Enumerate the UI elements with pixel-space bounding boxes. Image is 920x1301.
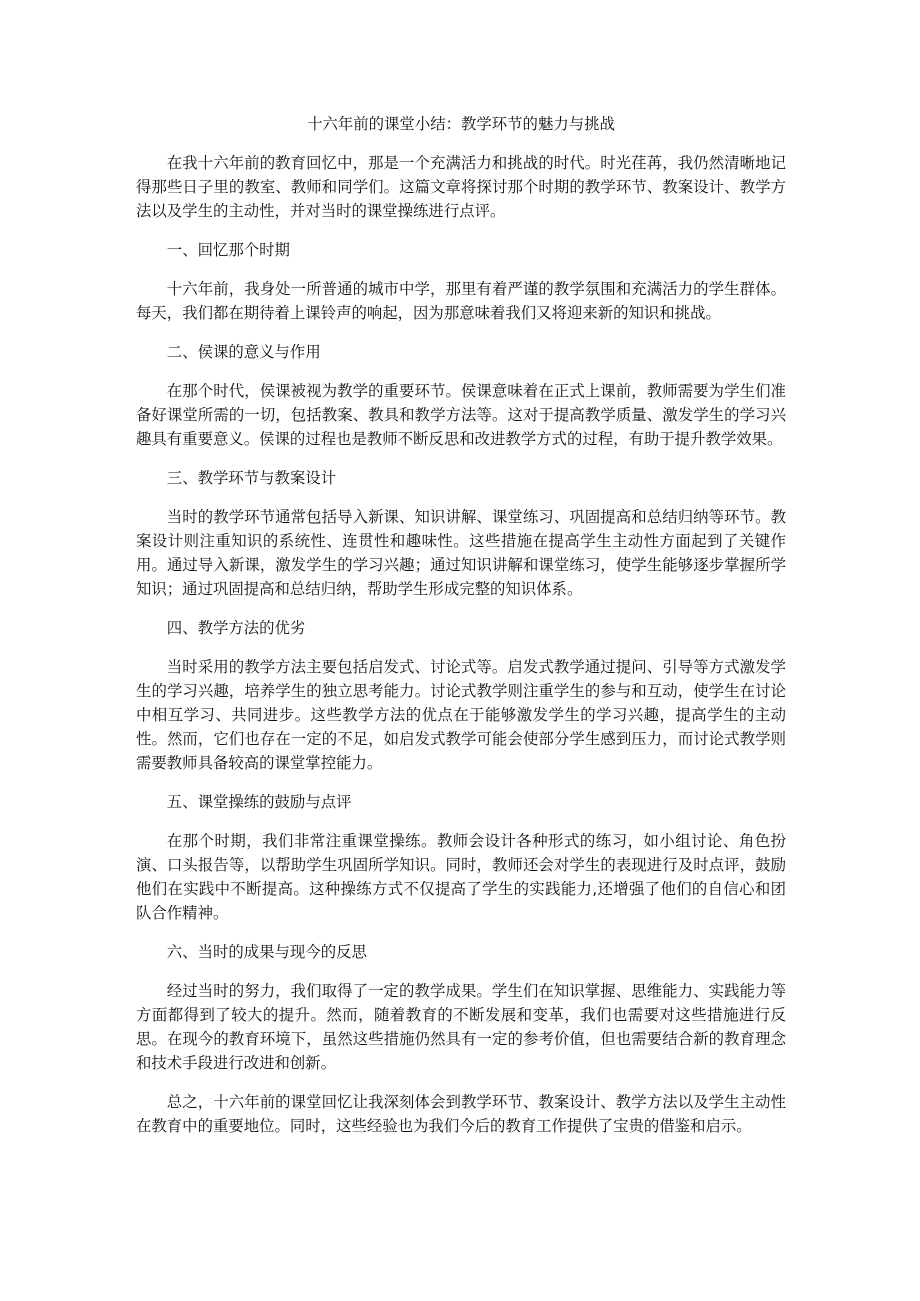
section-heading-3: 三、教学环节与教案设计 — [166, 469, 337, 487]
section-body-2: 在那个时代，侯课被视为教学的重要环节。侯课意味着在正式上课前，教师需要为学生们准备好课堂所需的一切，包括教案、教具和教学方法等。这对于提高教学质量、激发学生的学习兴趣具有重要意义。侯课的过程也是教师不断反思和改进教学方式的过程，有助于提升教学效果。 — [136, 382, 786, 448]
section-heading-5: 五、课堂操练的鼓励与点评 — [166, 793, 352, 811]
section-heading-6: 六、当时的成果与现今的反思 — [166, 943, 367, 961]
section-body-6: 经过当时的努力，我们取得了一定的教学成果。学生们在知识掌握、思维能力、实践能力等方面都得到了较大的提升。然而，随着教育的不断发展和变革，我们也需要对这些措施进行反思。在现今的教育环境下，虽然这些措施仍然具有一定的参考价值，但也需要结合新的教育理念和技术手段进行改进和创新。 — [136, 982, 786, 1072]
document-page — [136, 112, 786, 1153]
intro-paragraph: 在我十六年前的教育回忆中，那是一个充满活力和挑战的时代。时光荏苒，我仍然清晰地记得那些日子里的教室、教师和同学们。这篇文章将探讨那个时期的教学环节、教案设计、教学方法以及学生的主动性，并对当时的课堂操练进行点评。 — [136, 154, 786, 220]
conclusion-paragraph: 总之，十六年前的课堂回忆让我深刻体会到教学环节、教案设计、教学方法以及学生主动性在教育中的重要地位。同时，这些经验也为我们今后的教育工作提供了宝贵的借鉴和启示。 — [136, 1093, 786, 1135]
document-title: 十六年前的课堂小结：教学环节的魅力与挑战 — [307, 115, 615, 133]
section-heading-2: 二、侯课的意义与作用 — [166, 343, 321, 361]
section-body-3: 当时的教学环节通常包括导入新课、知识讲解、课堂练习、巩固提高和总结归纳等环节。教案设计则注重知识的系统性、连贯性和趣味性。这些措施在提高学生主动性方面起到了关键作用。通过导入新课，激发学生的学习兴趣；通过知识讲解和课堂练习，使学生能够逐步掌握所学知识；通过巩固提高和总结归纳，帮助学生形成完整的知识体系。 — [136, 508, 786, 598]
section-body-1: 十六年前，我身处一所普通的城市中学，那里有着严谨的教学氛围和充满活力的学生群体。每天，我们都在期待着上课铃声的响起，因为那意味着我们又将迎来新的知识和挑战。 — [136, 280, 786, 322]
section-body-5: 在那个时期，我们非常注重课堂操练。教师会设计各种形式的练习，如小组讨论、角色扮演、口头报告等，以帮助学生巩固所学知识。同时，教师还会对学生的表现进行及时点评，鼓励他们在实践中不断提高。这种操练方式不仅提高了学生的实践能力,还增强了他们的自信心和团队合作精神。 — [136, 832, 786, 922]
section-heading-1: 一、回忆那个时期 — [166, 241, 290, 259]
section-heading-4: 四、教学方法的优劣 — [166, 619, 306, 637]
section-body-4: 当时采用的教学方法主要包括启发式、讨论式等。启发式教学通过提问、引导等方式激发学生的学习兴趣，培养学生的独立思考能力。讨论式教学则注重学生的参与和互动，使学生在讨论中相互学习、共同进步。这些教学方法的优点在于能够激发学生的学习兴趣，提高学生的主动性。然而，它们也存在一定的不足，如启发式教学可能会使部分学生感到压力，而讨论式教学则需要教师具备较高的课堂掌控能力。 — [136, 658, 786, 772]
